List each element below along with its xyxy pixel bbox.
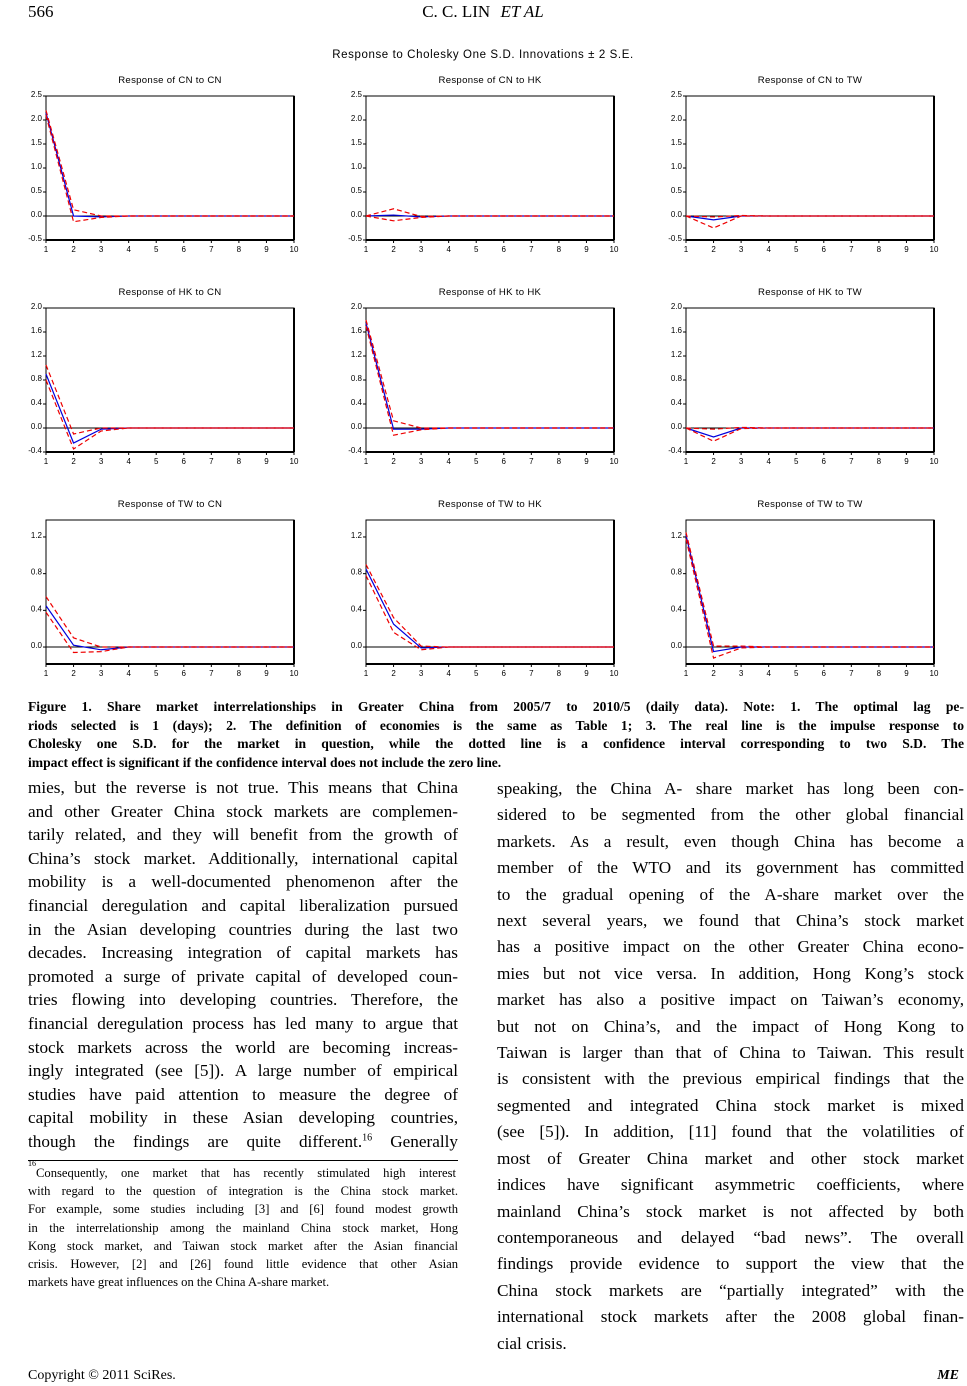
x-tick-label: 3 — [98, 245, 104, 254]
y-tick-label: 1.5 — [30, 138, 42, 147]
x-tick-label: 1 — [43, 669, 49, 678]
x-tick-label: 4 — [766, 245, 771, 254]
plot-frame — [46, 308, 294, 452]
x-tick-label: 5 — [793, 245, 799, 254]
y-tick-label: 2.5 — [670, 90, 682, 99]
x-tick-label: 8 — [556, 669, 562, 678]
plot-frame — [686, 520, 934, 664]
x-tick-label: 7 — [529, 245, 534, 254]
x-tick-label: 4 — [126, 245, 131, 254]
x-tick-label: 5 — [153, 669, 159, 678]
chart-title: Response of HK to CN — [118, 287, 222, 298]
y-tick-label: 0.8 — [30, 374, 42, 383]
footer-copyright: Copyright © 2011 SciRes. — [28, 1368, 176, 1383]
x-tick-label: 9 — [584, 245, 589, 254]
x-tick-label: 1 — [683, 245, 689, 254]
y-tick-label: 2.0 — [670, 302, 682, 311]
y-tick-label: 0.0 — [350, 210, 362, 219]
y-tick-label: 2.0 — [30, 302, 42, 311]
text: Generally — [372, 1131, 458, 1151]
x-tick-label: 1 — [363, 245, 369, 254]
y-tick-label: 1.0 — [670, 162, 682, 171]
x-tick-label: 10 — [929, 669, 939, 678]
x-tick-label: 1 — [683, 457, 689, 466]
footnote-line: Kong stock market, and Taiwan stock market after the Asian financial — [28, 1238, 458, 1253]
body-text-line: indices have significant asymmetric coefficients, where — [497, 1175, 964, 1195]
body-text-line: (see [5]). In addition, [11] found that the volatilities of — [497, 1122, 964, 1142]
x-tick-label: 8 — [236, 245, 242, 254]
x-tick-label: 4 — [126, 457, 131, 466]
y-tick-label: -0.4 — [28, 446, 42, 455]
y-tick-label: 0.8 — [30, 567, 42, 577]
x-tick-label: 9 — [904, 457, 909, 466]
x-tick-label: 2 — [71, 457, 76, 466]
y-tick-label: 2.0 — [670, 114, 682, 123]
x-tick-label: 8 — [876, 669, 882, 678]
body-text-line: to the gradual opening of the A-share market over the — [497, 884, 964, 904]
x-tick-label: 6 — [501, 245, 507, 254]
x-tick-label: 3 — [98, 669, 104, 678]
caption-line: riods selected is 1 (days); 2. The definition of economies is the same as Table 1; 3. The real line is the impulse response to — [28, 717, 964, 733]
body-text-line: tarily related, and they will benefit from the growth of — [28, 825, 458, 845]
footnote-ref[interactable]: 16 — [362, 1132, 373, 1144]
x-tick-label: 2 — [711, 669, 716, 678]
body-text-line: but not on China’s, and the impact of Hong Kong to — [497, 1016, 964, 1036]
y-tick-label: 0.0 — [670, 422, 682, 431]
y-tick-label: 0.8 — [670, 567, 682, 577]
body-text-line: financial deregulation process has led many to argue that — [28, 1013, 458, 1033]
x-tick-label: 9 — [904, 245, 909, 254]
footnote-line: markets have great influences on the China A-share market. — [28, 1275, 330, 1290]
x-tick-label: 4 — [766, 669, 771, 678]
footnote-line: in the interrelationship among the mainland China stock market, Hong — [28, 1220, 458, 1235]
x-tick-label: 3 — [418, 245, 424, 254]
body-text-line: decades. Increasing integration of capital markets has — [28, 943, 458, 963]
plot-frame — [686, 308, 934, 452]
plot-frame — [46, 96, 294, 240]
y-tick-label: 0.4 — [670, 604, 682, 614]
x-tick-label: 10 — [609, 245, 619, 254]
x-tick-label: 7 — [209, 669, 214, 678]
y-tick-label: -0.4 — [348, 446, 362, 455]
x-tick-label: 2 — [711, 245, 716, 254]
x-tick-label: 7 — [849, 669, 854, 678]
x-tick-label: 7 — [529, 457, 534, 466]
x-tick-label: 6 — [821, 457, 827, 466]
caption-line: Cholesky one S.D. for the market in question, while the dotted line is a confidence interval corresponding to two S.D. The — [28, 736, 964, 751]
x-tick-label: 8 — [556, 245, 562, 254]
plot-frame — [46, 520, 294, 664]
footnote-line: Consequently, one market that has recently stimulated high interest — [36, 1166, 456, 1180]
y-tick-label: 1.2 — [670, 350, 682, 359]
y-tick-label: 1.2 — [350, 530, 362, 540]
x-tick-label: 6 — [181, 457, 187, 466]
body-text-line: is consistent with the previous empirical findings that the — [497, 1069, 964, 1089]
plot-frame — [366, 96, 614, 240]
y-tick-label: -0.5 — [668, 234, 682, 243]
footer-journal: ME — [937, 1368, 959, 1383]
x-tick-label: 3 — [418, 669, 424, 678]
x-tick-label: 10 — [929, 457, 939, 466]
y-tick-label: 0.0 — [30, 210, 42, 219]
x-tick-label: 8 — [236, 669, 242, 678]
x-tick-label: 1 — [43, 245, 49, 254]
body-text-line: tries flowing into developing countries. Therefore, the — [28, 990, 458, 1010]
body-text-line: segmented and integrated China stock market is mixed — [497, 1095, 964, 1115]
y-tick-label: 1.2 — [30, 530, 42, 540]
x-tick-label: 7 — [209, 245, 214, 254]
x-tick-label: 6 — [821, 669, 827, 678]
x-tick-label: 5 — [473, 245, 479, 254]
plot-frame — [366, 520, 614, 664]
y-tick-label: 0.5 — [30, 186, 42, 195]
figure-title: Response to Cholesky One S.D. Innovations ± 2 S.E. — [332, 49, 634, 61]
x-tick-label: 7 — [209, 457, 214, 466]
x-tick-label: 9 — [904, 669, 909, 678]
y-tick-label: 1.2 — [670, 530, 682, 540]
body-text-line: ingly integrated (see [5]). A large number of empirical — [28, 1061, 458, 1081]
x-tick-label: 9 — [264, 245, 269, 254]
y-tick-label: 0.4 — [30, 398, 42, 407]
x-tick-label: 5 — [473, 669, 479, 678]
x-tick-label: 2 — [711, 457, 716, 466]
body-text-line: most of Greater China market and other stock market — [497, 1148, 964, 1168]
x-tick-label: 5 — [153, 457, 159, 466]
body-text-line: China stock markets are “partially integrated” with the — [497, 1280, 964, 1300]
plot-frame — [366, 308, 614, 452]
chart-title: Response of HK to TW — [758, 287, 862, 298]
x-tick-label: 9 — [264, 669, 269, 678]
y-tick-label: 1.6 — [670, 326, 682, 335]
text: though the findings are quite different. — [28, 1131, 363, 1151]
x-tick-label: 2 — [391, 669, 396, 678]
y-tick-label: 0.8 — [350, 374, 362, 383]
y-tick-label: 1.0 — [350, 162, 362, 171]
figure-caption — [28, 698, 964, 772]
y-tick-label: 0.0 — [670, 210, 682, 219]
y-tick-label: 1.6 — [350, 326, 362, 335]
y-tick-label: 2.0 — [350, 302, 362, 311]
y-tick-label: 0.0 — [350, 422, 362, 431]
body-text-line: contemporaneous and delayed “bad news”. The overall — [497, 1227, 964, 1247]
x-tick-label: 5 — [473, 457, 479, 466]
x-tick-label: 9 — [264, 457, 269, 466]
footnote-line: with regard to the question of integration is the China stock market. — [28, 1184, 458, 1199]
page-number: 566 — [28, 2, 54, 21]
y-tick-label: 1.2 — [350, 350, 362, 359]
body-text-line: stock markets across the world are becoming increas- — [28, 1037, 458, 1057]
y-tick-label: -0.5 — [348, 234, 362, 243]
x-tick-label: 4 — [446, 245, 451, 254]
y-tick-label: 1.6 — [30, 326, 42, 335]
y-tick-label: 0.5 — [670, 186, 682, 195]
chart-title: Response of CN to HK — [438, 75, 542, 86]
x-tick-label: 4 — [766, 457, 771, 466]
body-text-line: mainland China’s stock market is not affected by both — [497, 1201, 964, 1221]
body-text-line: mies, but the reverse is not true. This means that China — [28, 778, 458, 797]
x-tick-label: 10 — [289, 245, 299, 254]
y-tick-label: 0.4 — [350, 398, 362, 407]
body-text-line: sidered to be segmented from the other global financial — [497, 805, 964, 825]
x-tick-label: 5 — [793, 457, 799, 466]
y-tick-label: 1.0 — [30, 162, 42, 171]
footnote — [28, 1159, 458, 1291]
body-text-line: studies have paid attention to measure the degree of — [28, 1084, 458, 1104]
footnote-line: crisis. However, [2] and [26] found little evidence that other Asian — [28, 1257, 458, 1272]
footnote-number: 16 — [28, 1159, 36, 1168]
x-tick-label: 3 — [738, 245, 744, 254]
body-text-line: speaking, the China A- share market has long been con- — [497, 779, 964, 798]
x-tick-label: 10 — [609, 669, 619, 678]
body-text-line: financial deregulation and capital liberalization pursued — [28, 895, 458, 915]
body-text-line — [28, 1130, 458, 1154]
caption-line: Figure 1. Share market interrelationships in Greater China from 2005/7 to 2010/5 (daily data). Note: 1. The optimal lag pe- — [28, 699, 964, 714]
x-tick-label: 2 — [391, 457, 396, 466]
x-tick-label: 4 — [446, 669, 451, 678]
chart-title: Response of CN to CN — [118, 75, 222, 86]
x-tick-label: 6 — [181, 245, 187, 254]
x-tick-label: 9 — [584, 669, 589, 678]
y-tick-label: -0.5 — [28, 234, 42, 243]
body-text-line: and other Greater China stock markets are complemen- — [28, 801, 458, 821]
body-text-line: capital mobility in these Asian developing countries, — [28, 1108, 458, 1128]
body-text-line: Taiwan is larger than that of China to Taiwan. This result — [497, 1043, 964, 1063]
body-text-line: promoted a surge of private capital of developed coun- — [28, 966, 458, 986]
chart-title: Response of TW to TW — [757, 499, 863, 510]
x-tick-label: 10 — [289, 457, 299, 466]
chart-title: Response of TW to HK — [438, 499, 542, 510]
y-tick-label: 1.5 — [670, 138, 682, 147]
y-tick-label: 2.5 — [350, 90, 362, 99]
footnote-line: For example, some studies including [3] and [6] found modest growth — [28, 1202, 458, 1217]
body-text-line: member of the WTO and its government has committed — [497, 858, 964, 878]
x-tick-label: 1 — [43, 457, 49, 466]
y-tick-label: 0.0 — [30, 422, 42, 431]
y-tick-label: 0.5 — [350, 186, 362, 195]
x-tick-label: 2 — [71, 245, 76, 254]
y-tick-label: 2.0 — [30, 114, 42, 123]
body-text-line: in the Asian developing countries during the last two — [28, 919, 458, 939]
body-text-line: has a positive impact on the other Greater China econo- — [497, 937, 964, 957]
x-tick-label: 3 — [98, 457, 104, 466]
y-tick-label: 0.8 — [350, 567, 362, 577]
y-tick-label: -0.4 — [668, 446, 682, 455]
body-text-line: next several years, we found that China’s stock market — [497, 911, 964, 931]
x-tick-label: 6 — [501, 457, 507, 466]
body-left-column — [28, 776, 458, 1154]
x-tick-label: 6 — [181, 669, 187, 678]
x-tick-label: 1 — [363, 669, 369, 678]
x-tick-label: 1 — [683, 669, 689, 678]
y-tick-label: 0.4 — [350, 604, 362, 614]
x-tick-label: 4 — [126, 669, 131, 678]
figure-impulse-responses — [0, 0, 967, 692]
body-text-line: mobility is a well-documented phenomenon after the — [28, 872, 458, 892]
footnote-rule — [28, 1160, 458, 1161]
x-tick-label: 1 — [363, 457, 369, 466]
x-tick-label: 6 — [501, 669, 507, 678]
y-tick-label: 1.5 — [350, 138, 362, 147]
y-tick-label: 0.0 — [670, 641, 682, 651]
caption-line: impact effect is significant if the confidence interval does not include the zero line. — [28, 754, 502, 770]
y-tick-label: 0.4 — [670, 398, 682, 407]
x-tick-label: 6 — [821, 245, 827, 254]
x-tick-label: 10 — [609, 457, 619, 466]
chart-title: Response of CN to TW — [757, 75, 863, 86]
body-right-column — [497, 776, 964, 1357]
chart-title: Response of HK to HK — [438, 287, 542, 298]
y-tick-label: 0.4 — [30, 604, 42, 614]
x-tick-label: 2 — [391, 245, 396, 254]
body-text-line: markets. As a result, even though China has become a — [497, 831, 964, 851]
x-tick-label: 7 — [529, 669, 534, 678]
y-tick-label: 0.0 — [350, 641, 362, 651]
x-tick-label: 9 — [584, 457, 589, 466]
body-text-line: cial crisis. — [497, 1333, 567, 1353]
x-tick-label: 2 — [71, 669, 76, 678]
x-tick-label: 8 — [556, 457, 562, 466]
chart-title: Response of TW to CN — [117, 499, 223, 510]
x-tick-label: 4 — [446, 457, 451, 466]
y-tick-label: 0.0 — [30, 641, 42, 651]
y-tick-label: 1.2 — [30, 350, 42, 359]
x-tick-label: 3 — [738, 669, 744, 678]
x-tick-label: 5 — [793, 669, 799, 678]
x-tick-label: 7 — [849, 457, 854, 466]
running-header-authors: C. C. LIN — [422, 2, 491, 21]
x-tick-label: 3 — [418, 457, 424, 466]
y-tick-label: 2.5 — [30, 90, 42, 99]
x-tick-label: 8 — [876, 245, 882, 254]
x-tick-label: 5 — [153, 245, 159, 254]
x-tick-label: 8 — [236, 457, 242, 466]
running-header-etal: ET AL — [500, 2, 544, 21]
x-tick-label: 10 — [289, 669, 299, 678]
body-text-line: international stock markets after the 2008 global finan- — [497, 1307, 964, 1327]
x-tick-label: 7 — [849, 245, 854, 254]
body-text-line: market has also a positive impact on Taiwan’s economy, — [497, 990, 964, 1010]
body-text-line: China’s stock market. Additionally, international capital — [28, 848, 458, 868]
body-text-line: findings provide evidence to support the view that the — [497, 1254, 964, 1274]
x-tick-label: 3 — [738, 457, 744, 466]
x-tick-label: 8 — [876, 457, 882, 466]
x-tick-label: 10 — [929, 245, 939, 254]
y-tick-label: 2.0 — [350, 114, 362, 123]
body-text-line: mies but not vice versa. In addition, Hong Kong’s stock — [497, 963, 964, 983]
y-tick-label: 0.8 — [670, 374, 682, 383]
